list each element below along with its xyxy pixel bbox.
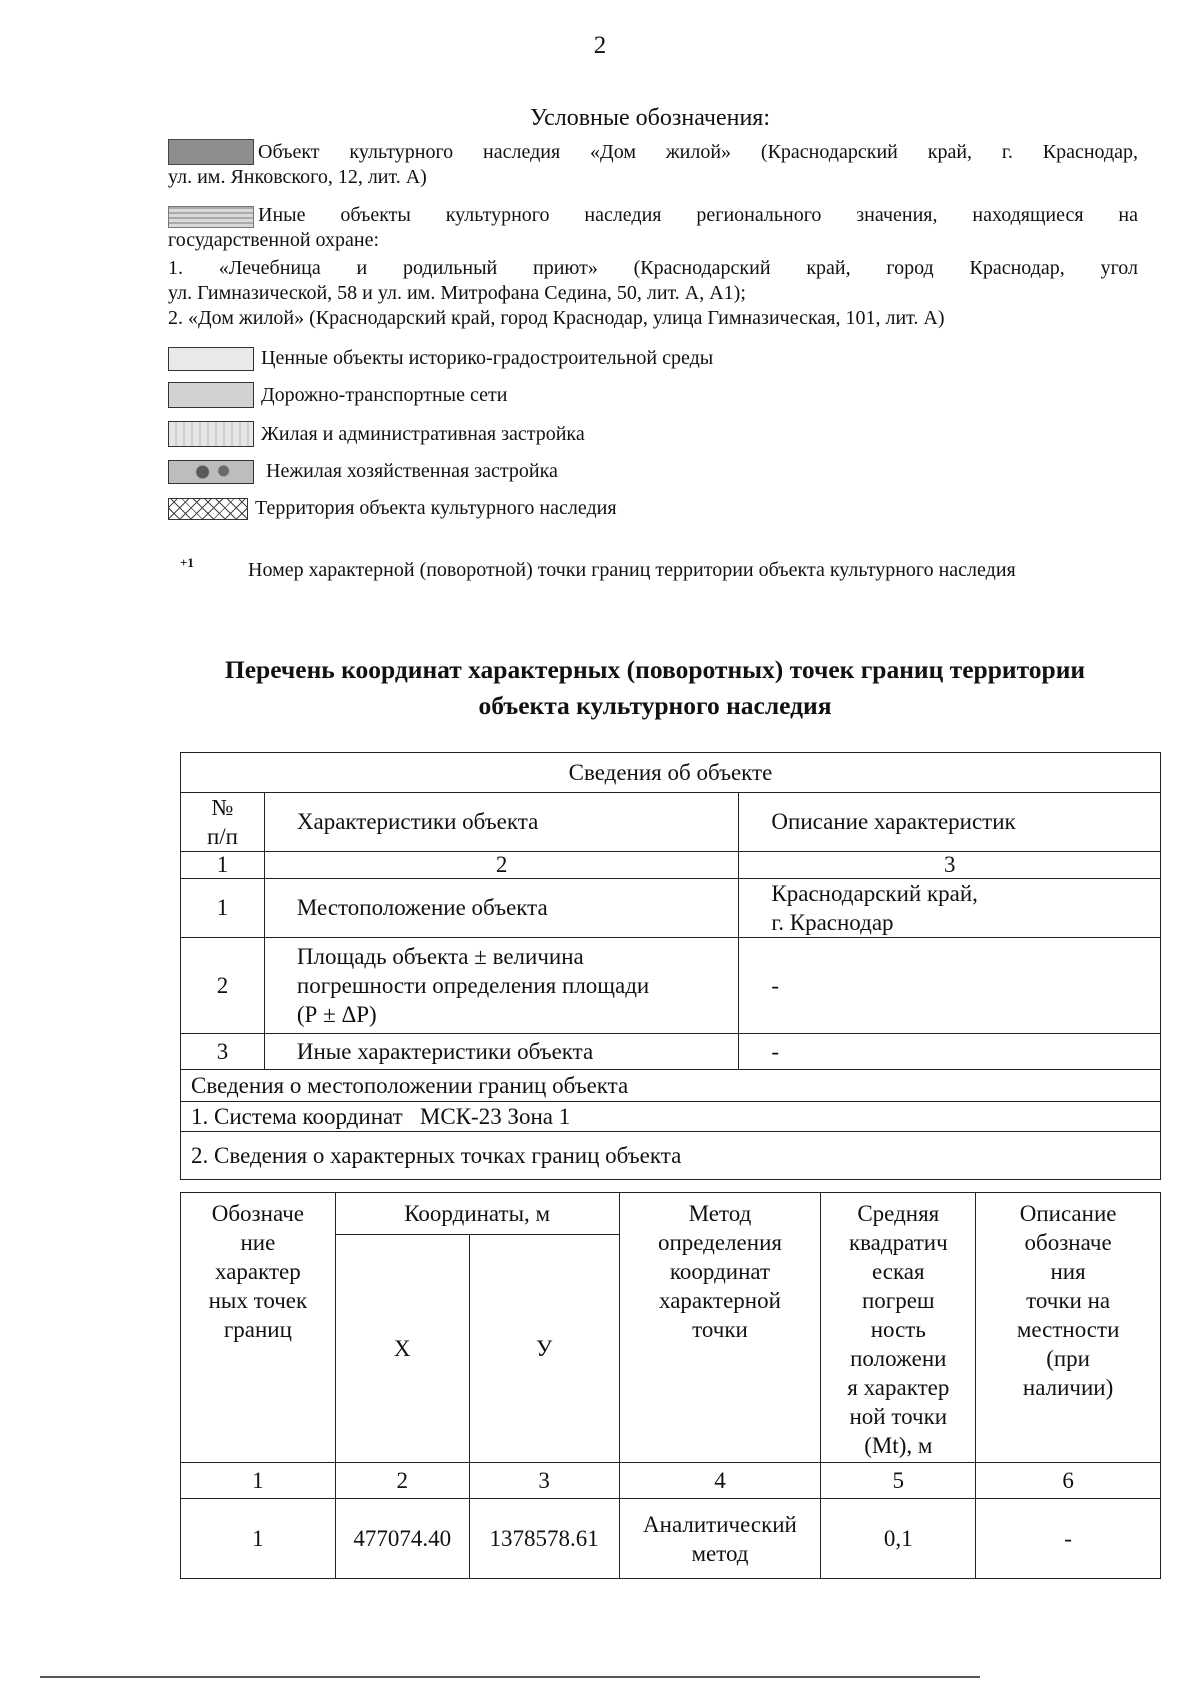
legend-title: Условные обозначения: bbox=[529, 105, 771, 131]
point-description: - bbox=[976, 1499, 1161, 1579]
hdr-line: квадратич bbox=[848, 1230, 948, 1255]
hdr-line: ния bbox=[1050, 1259, 1086, 1284]
legend-text: Объект культурного наследия «Дом жилой» (Краснодарский край, г. Краснодар, bbox=[258, 141, 1138, 163]
legend-item-road bbox=[168, 382, 1138, 408]
hdr-line: Метод bbox=[688, 1201, 752, 1226]
characteristic-cell: Местоположение объекта bbox=[264, 879, 739, 938]
column-header-designation bbox=[181, 1193, 336, 1463]
description-line2: г. Краснодар bbox=[771, 910, 894, 935]
legend-subitem-2 bbox=[168, 306, 1138, 331]
hdr-line: ность bbox=[870, 1317, 926, 1342]
column-header-coordinates: Координаты, м bbox=[335, 1193, 619, 1235]
legend-text: Нежилая хозяйственная застройка bbox=[266, 460, 558, 482]
table-header: Сведения об объекте bbox=[181, 753, 1161, 793]
num-cell: 3 bbox=[469, 1463, 619, 1499]
hdr-line: границ bbox=[223, 1317, 292, 1342]
location-header: Сведения о местоположении границ объекта bbox=[181, 1070, 1161, 1102]
other-objects-swatch-icon bbox=[168, 206, 254, 228]
hdr-line: положени bbox=[850, 1346, 947, 1371]
column-header-x: Х bbox=[335, 1235, 469, 1463]
legend-text: Жилая и административная застройка bbox=[261, 422, 585, 445]
points-header: 2. Сведения о характерных точках границ объекта bbox=[181, 1132, 1161, 1180]
row-number: 2 bbox=[181, 938, 265, 1034]
hdr-line: наличии) bbox=[1022, 1375, 1114, 1400]
characteristic-line2: погрешности определения площади bbox=[296, 973, 650, 998]
legend-item-non-residential bbox=[168, 459, 1138, 484]
road-network-swatch-icon bbox=[168, 382, 254, 408]
non-residential-swatch-icon bbox=[168, 460, 254, 484]
legend-text: Номер характерной (поворотной) точки границ территории объекта культурного наследия bbox=[248, 559, 1016, 581]
point-x: 477074.40 bbox=[335, 1499, 469, 1579]
col-no-line2: п/п bbox=[206, 824, 238, 849]
column-header-point-description bbox=[976, 1193, 1161, 1463]
column-header-characteristics: Характеристики объекта bbox=[264, 793, 739, 852]
object-info-table bbox=[180, 752, 1161, 1180]
hdr-line: координат bbox=[669, 1259, 771, 1284]
section-title bbox=[170, 652, 1140, 724]
num-cell: 2 bbox=[335, 1463, 469, 1499]
hdr-line: характерной bbox=[659, 1288, 781, 1313]
legend-text: государственной охране: bbox=[168, 229, 380, 251]
description-cell: - bbox=[739, 1034, 1161, 1070]
hdr-line: ние bbox=[240, 1230, 276, 1255]
description-cell: - bbox=[739, 938, 1161, 1034]
num-cell: 6 bbox=[976, 1463, 1161, 1499]
hdr-line: Средняя bbox=[857, 1201, 940, 1226]
hdr-line: Обозначе bbox=[211, 1201, 305, 1226]
territory-hatch-icon bbox=[168, 498, 248, 520]
legend-text: ул. им. Янковского, 12, лит. А) bbox=[168, 166, 427, 188]
column-header-method bbox=[619, 1193, 821, 1463]
hdr-line: ной точки bbox=[849, 1404, 948, 1429]
hdr-line: еская bbox=[871, 1259, 925, 1284]
row-number: 3 bbox=[181, 1034, 265, 1070]
legend-item-residential bbox=[168, 421, 1138, 447]
legend-text: ул. Гимназической, 58 и ул. им. Митрофана Седина, 50, лит. А, А1); bbox=[168, 282, 746, 304]
column-header-description: Описание характеристик bbox=[739, 793, 1161, 852]
page-number: 2 bbox=[593, 32, 607, 59]
hdr-line: погреш bbox=[861, 1288, 935, 1313]
point-method bbox=[619, 1499, 821, 1579]
table-row bbox=[181, 879, 1161, 938]
legend-item-valuable bbox=[168, 346, 1138, 371]
characteristic-line1: Площадь объекта ± величина bbox=[296, 944, 584, 969]
column-header-y: У bbox=[469, 1235, 619, 1463]
point-y: 1378578.61 bbox=[469, 1499, 619, 1579]
num-cell: 3 bbox=[739, 852, 1161, 879]
section-title-line2: объекта культурного наследия bbox=[478, 691, 832, 720]
section-title-line1: Перечень координат характерных (поворотных) точек границ территории bbox=[224, 655, 1086, 684]
valuable-objects-swatch-icon bbox=[168, 347, 254, 371]
hdr-line: местности bbox=[1016, 1317, 1120, 1342]
characteristic-cell bbox=[264, 938, 739, 1034]
col-no-line1: № bbox=[211, 795, 234, 820]
table-row bbox=[181, 938, 1161, 1034]
legend-text: Иные объекты культурного наследия регионального значения, находящиеся на bbox=[258, 204, 1138, 226]
column-header-error bbox=[821, 1193, 976, 1463]
legend-text: Территория объекта культурного наследия bbox=[255, 497, 617, 519]
boundary-points-table bbox=[180, 1192, 1161, 1579]
legend-text: Дорожно-транспортные сети bbox=[261, 383, 508, 406]
hdr-line: точки bbox=[692, 1317, 748, 1342]
hdr-line: определения bbox=[657, 1230, 782, 1255]
point-mt: 0,1 bbox=[821, 1499, 976, 1579]
legend-item-culture-object bbox=[168, 139, 1138, 190]
hdr-line: (Mt), м bbox=[864, 1433, 933, 1458]
num-cell: 4 bbox=[619, 1463, 821, 1499]
num-cell: 1 bbox=[181, 1463, 336, 1499]
method-line2: метод bbox=[691, 1540, 749, 1566]
hdr-line: точки на bbox=[1026, 1288, 1111, 1313]
row-number: 1 bbox=[181, 879, 265, 938]
table-row bbox=[181, 1499, 1161, 1579]
num-cell: 1 bbox=[181, 852, 265, 879]
hdr-line: ных точек bbox=[208, 1288, 308, 1313]
legend-item-territory bbox=[168, 496, 1138, 521]
description-cell bbox=[739, 879, 1161, 938]
residential-swatch-icon bbox=[168, 421, 254, 447]
hdr-line: характер bbox=[215, 1259, 301, 1284]
point-id: 1 bbox=[181, 1499, 336, 1579]
point-marker-icon: +1 bbox=[180, 555, 194, 570]
description-line1: Краснодарский край, bbox=[771, 881, 978, 906]
hdr-line: (при bbox=[1046, 1346, 1090, 1371]
column-header-no bbox=[181, 793, 265, 852]
num-cell: 5 bbox=[821, 1463, 976, 1499]
characteristic-line3: (Р ± ΔР) bbox=[296, 1002, 377, 1027]
method-line1: Аналитический bbox=[643, 1511, 797, 1537]
legend-text: Ценные объекты историко-градостроительной среды bbox=[261, 347, 714, 369]
hdr-line: я характер bbox=[847, 1375, 950, 1400]
num-cell: 2 bbox=[264, 852, 739, 879]
characteristic-cell: Иные характеристики объекта bbox=[264, 1034, 739, 1070]
legend-text: 2. «Дом жилой» (Краснодарский край, город Краснодар, улица Гимназическая, 101, лит. А) bbox=[168, 307, 945, 329]
legend-subitem-1 bbox=[168, 256, 1138, 306]
culture-object-swatch-icon bbox=[168, 139, 254, 165]
legend-item-other-objects bbox=[168, 203, 1138, 253]
legend-text: 1. «Лечебница и родильный приют» (Краснодарский край, город Краснодар, угол bbox=[168, 257, 1138, 279]
coordinate-system: 1. Система координат МСК-23 Зона 1 bbox=[181, 1102, 1161, 1132]
legend-item-point-marker bbox=[168, 555, 1138, 583]
hdr-line: Описание bbox=[1019, 1201, 1117, 1226]
table-row bbox=[181, 1034, 1161, 1070]
footer-divider bbox=[40, 1676, 980, 1678]
hdr-line: обозначе bbox=[1024, 1230, 1112, 1255]
